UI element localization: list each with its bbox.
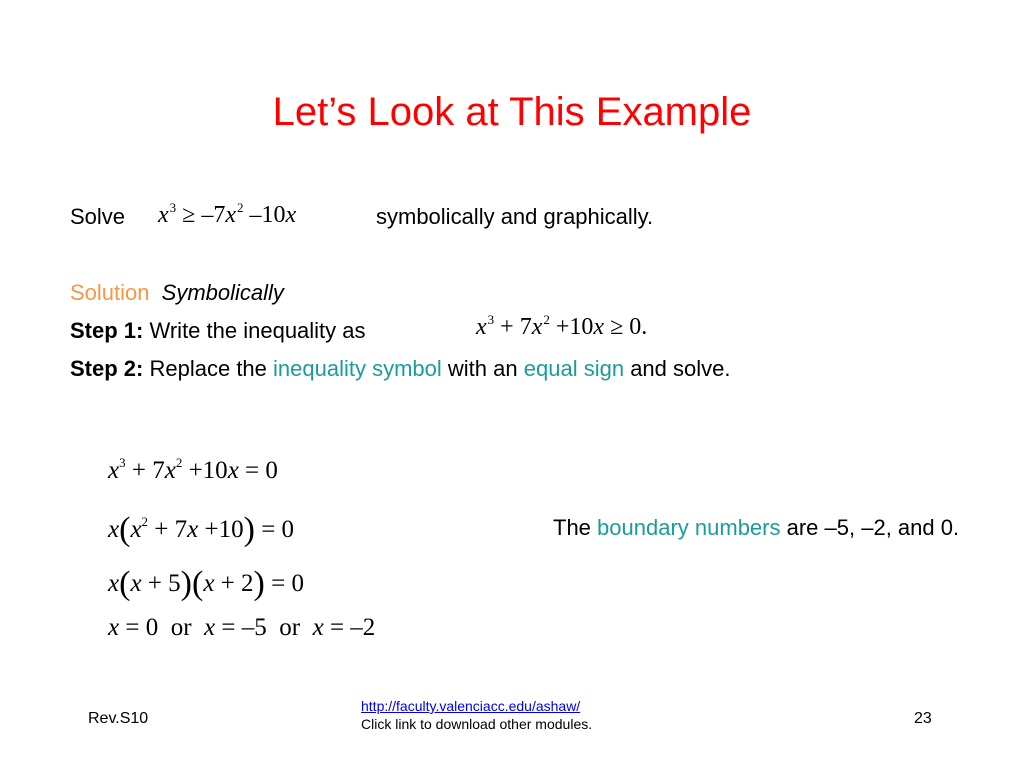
step2-text-a: Replace the — [149, 356, 267, 381]
solution-label: Solution — [70, 280, 150, 305]
step2-text-b: with an — [447, 356, 518, 381]
solution-heading — [70, 280, 284, 306]
step2-line — [70, 356, 730, 382]
problem-suffix: symbolically and graphically. — [376, 204, 654, 229]
problem-prefix: Solve — [70, 204, 126, 229]
slide-title: Let’s Look at This Example — [272, 90, 752, 134]
boundary-suffix: are –5, –2, and 0. — [786, 515, 960, 540]
solution-method: Symbolically — [161, 280, 284, 305]
step2-highlight-b: equal sign — [523, 356, 625, 381]
step2-highlight-a: inequality symbol — [273, 356, 442, 381]
boundary-highlight: boundary numbers — [597, 515, 781, 540]
footer-center — [361, 698, 592, 732]
step1-label: Step 1: — [70, 318, 144, 343]
step1-text: Write the inequality as — [149, 318, 366, 343]
step1-line — [70, 318, 366, 344]
step2-label: Step 2: — [70, 356, 144, 381]
footer-revision: Rev.S10 — [88, 710, 149, 727]
step2-text-c: and solve. — [630, 356, 731, 381]
boundary-note — [553, 512, 973, 544]
problem-inequality: $x^3 \ge -7x^2$ –10x — [158, 200, 297, 228]
page-number: 23 — [914, 710, 932, 727]
step1-inequality: $x^3 + 7x^2 +10x \ge 0$. — [476, 312, 648, 340]
boundary-prefix: The — [553, 515, 591, 540]
footer-link-note: Click link to download other modules. — [361, 716, 593, 732]
footer-link[interactable]: http://faculty.valenciacc.edu/ashaw/ — [361, 698, 581, 714]
equation-line-3: x(x + 5)(x + 2) = 0 — [108, 565, 304, 602]
equation-line-2: $x(x^2 + 7x +10) = 0$ — [108, 511, 295, 548]
equation-line-1: $x^3 + 7x^2 +10x = 0$ — [108, 455, 278, 484]
equation-line-4: x = 0 or x = –5 or x = –2 — [108, 614, 376, 641]
